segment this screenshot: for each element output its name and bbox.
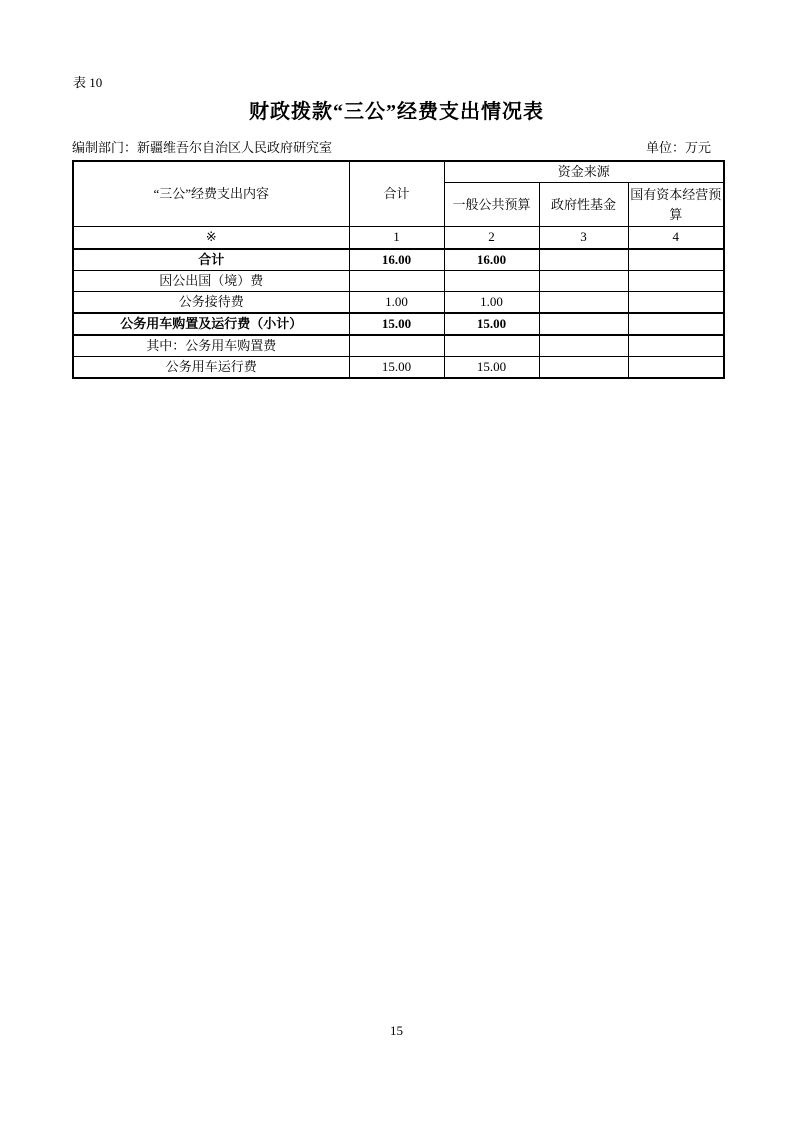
header-general-budget: 一般公共预算 xyxy=(444,183,539,227)
table-row-vehicle-subtotal xyxy=(73,313,724,335)
table-number-label: 表 10 xyxy=(73,75,103,90)
cell-general-budget: 1.00 xyxy=(444,291,539,313)
header-funding-source: 资金来源 xyxy=(444,161,724,183)
index-cell: 3 xyxy=(539,227,628,249)
cell-state-capital xyxy=(628,357,724,379)
row-label: 公务用车运行费 xyxy=(73,357,349,379)
cell-state-capital xyxy=(628,270,724,291)
cell-general-budget xyxy=(444,335,539,357)
page-number: 15 xyxy=(390,1023,403,1038)
cell-gov-fund xyxy=(539,249,628,271)
cell-gov-fund xyxy=(539,270,628,291)
header-state-capital: 国有资本经营预算 xyxy=(628,183,724,227)
cell-state-capital xyxy=(628,313,724,335)
header-row-funding xyxy=(73,161,724,183)
cell-gov-fund xyxy=(539,335,628,357)
cell-state-capital xyxy=(628,249,724,271)
table-row-vehicle-purchase xyxy=(73,335,724,357)
cell-gov-fund xyxy=(539,291,628,313)
cell-total: 16.00 xyxy=(349,249,444,271)
cell-gov-fund xyxy=(539,313,628,335)
header-content-column: “三公”经费支出内容 xyxy=(73,161,349,227)
header-total-column: 合计 xyxy=(349,161,444,227)
unit-label: 单位：万元 xyxy=(645,140,711,155)
cell-state-capital xyxy=(628,335,724,357)
index-cell: 1 xyxy=(349,227,444,249)
cell-gov-fund xyxy=(539,357,628,379)
cell-total: 1.00 xyxy=(349,291,444,313)
expense-table xyxy=(72,160,725,379)
cell-total: 15.00 xyxy=(349,313,444,335)
cell-total xyxy=(349,335,444,357)
row-label: 合计 xyxy=(73,249,349,271)
prepared-by-label: 编制部门：新疆维吾尔自治区人民政府研究室 xyxy=(72,140,333,155)
index-cell: ※ xyxy=(73,227,349,249)
cell-total: 15.00 xyxy=(349,357,444,379)
table-row-reception xyxy=(73,291,724,313)
row-label: 因公出国（境）费 xyxy=(73,270,349,291)
table-row-abroad xyxy=(73,270,724,291)
cell-general-budget: 15.00 xyxy=(444,357,539,379)
row-label: 其中：公务用车购置费 xyxy=(73,335,349,357)
index-cell: 4 xyxy=(628,227,724,249)
document-title: 财政拨款“三公”经费支出情况表 xyxy=(249,101,544,123)
table-meta-row xyxy=(72,140,723,155)
row-label: 公务用车购置及运行费（小计） xyxy=(73,313,349,335)
cell-general-budget xyxy=(444,270,539,291)
header-gov-fund: 政府性基金 xyxy=(539,183,628,227)
row-label: 公务接待费 xyxy=(73,291,349,313)
cell-general-budget: 15.00 xyxy=(444,313,539,335)
index-row xyxy=(73,227,724,249)
table-row-vehicle-operation xyxy=(73,357,724,379)
cell-general-budget: 16.00 xyxy=(444,249,539,271)
cell-total xyxy=(349,270,444,291)
index-cell: 2 xyxy=(444,227,539,249)
table-row-total xyxy=(73,249,724,271)
cell-state-capital xyxy=(628,291,724,313)
